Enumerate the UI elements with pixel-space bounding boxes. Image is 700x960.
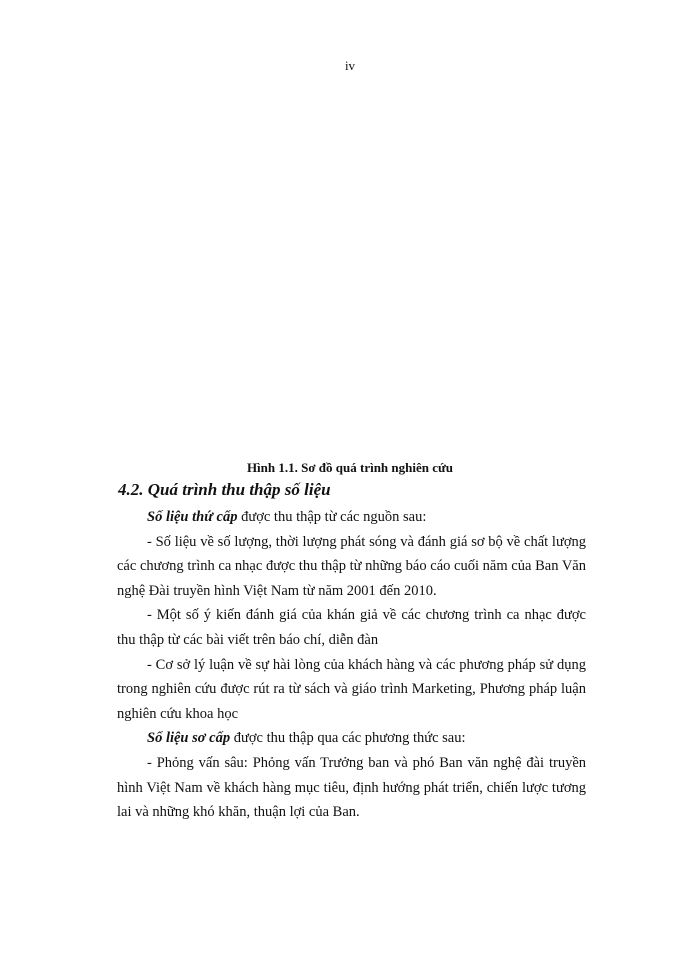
bullet-paragraph-2: - Một số ý kiến đánh giá của khán giả về các chương trình ca nhạc được thu thập từ các bài viết trên báo chí, diễn đàn [117, 607, 586, 648]
bullet-paragraph-3: - Cơ sở lý luận về sự hài lòng của khách hàng và các phương pháp sử dụng trong nghiên cứu được rút ra từ sách và giáo trình Marketing, Phương pháp luận nghiên cứu khoa học [117, 656, 586, 722]
bullet-paragraph-4: - Phỏng vấn sâu: Phỏng vấn Trưởng ban và phó Ban văn nghệ đài truyền hình Việt Nam về khách hàng mục tiêu, định hướng phát triển, chiến lược tương lai và những khó khăn, thuận lợi của Ban. [117, 754, 586, 821]
primary-data-paragraph [117, 726, 586, 751]
secondary-data-text: được thu thập từ các nguồn sau: [237, 509, 427, 525]
page-number: iv [344, 58, 356, 73]
figure-caption: Hình 1.1. Sơ đồ quá trình nghiên cứu [246, 460, 454, 475]
section-heading: 4.2. Quá trình thu thập số liệu [118, 480, 331, 499]
secondary-data-lead: Số liệu thứ cấp [147, 509, 238, 525]
secondary-data-paragraph [117, 505, 586, 530]
primary-data-lead: Số liệu sơ cấp [147, 730, 231, 747]
primary-data-text: được thu thập qua các phương thức sau: [230, 730, 466, 747]
bullet-paragraph-1: - Số liệu về số lượng, thời lượng phát sóng và đánh giá sơ bộ về chất lượng các chương trình ca nhạc được thu thập từ những báo cáo cuối năm của Ban Văn nghệ Đài truyền hình Việt Nam từ năm 2001 đến 2010. [117, 533, 586, 599]
body-text [117, 505, 586, 825]
